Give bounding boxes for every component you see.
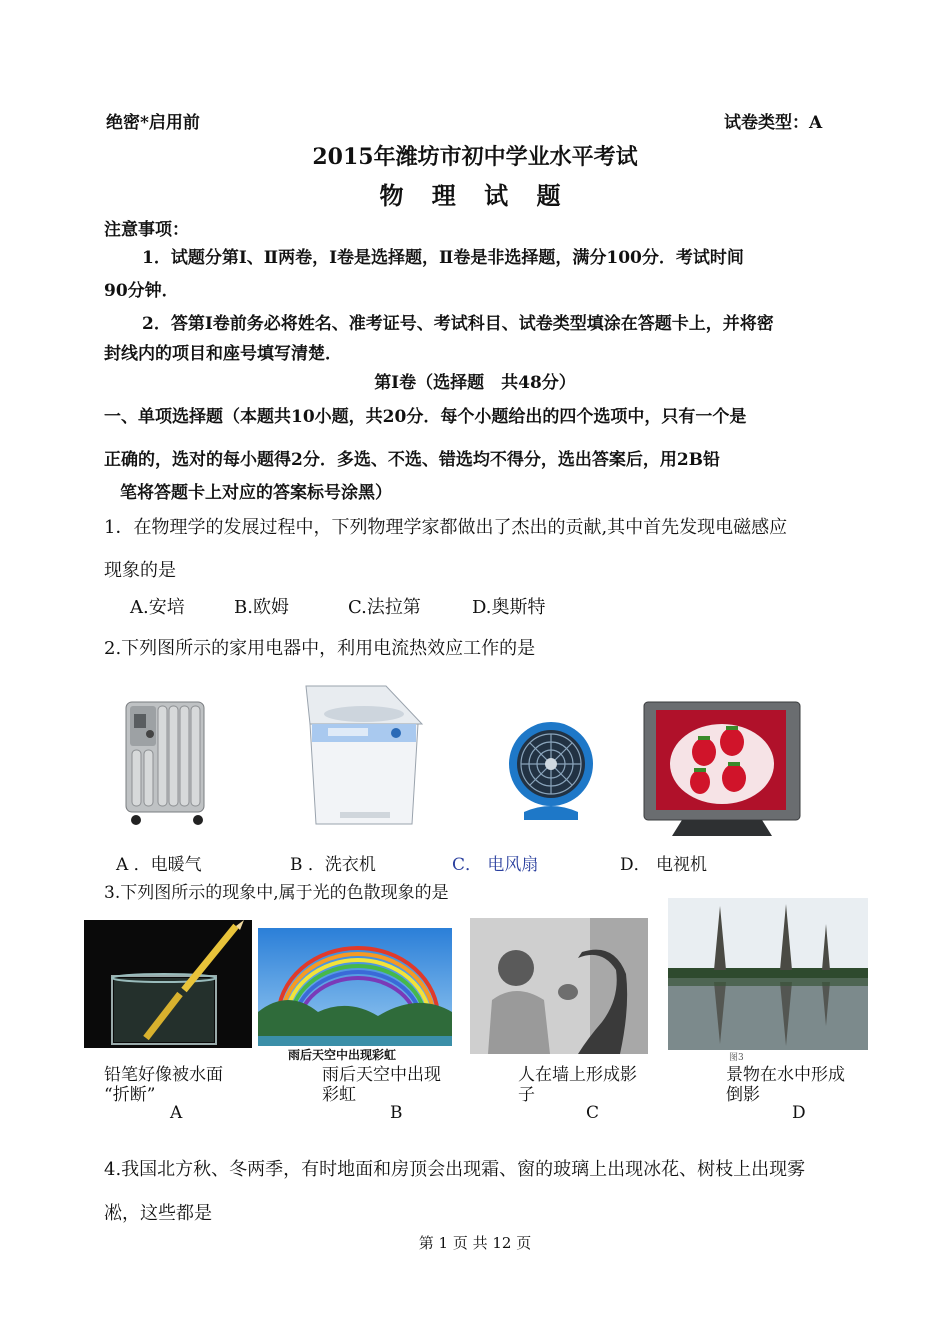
notice-heading: 注意事项： (104, 220, 189, 240)
q3-caption-a-line2: “折断” (104, 1085, 156, 1105)
q3-letter-b: B (390, 1103, 403, 1123)
header-paper-type: 试卷类型：A (724, 113, 823, 133)
q4-stem-cont: 凇，这些都是 (104, 1203, 212, 1224)
q2-option-a: A ．电暖气 (116, 855, 202, 875)
section1-line3: 笔将答题卡上对应的答案标号涂黑） (120, 483, 392, 503)
q1-stem: 1．在物理学的发展过程中，下列物理学家都做出了杰出的贡献,其中首先发现电磁感应 (104, 517, 788, 538)
rainbow-image (258, 928, 452, 1064)
q3-letter-d: D (792, 1103, 806, 1123)
electric-fan-image (506, 716, 596, 828)
notice-item-2: 2．答第Ⅰ卷前务必将姓名、准考证号、考试科目、试卷类型填涂在答题卡上，并将密 (142, 314, 774, 334)
q1-option-b: B.欧姆 (234, 597, 289, 618)
page-footer: 第 1 页 共 12 页 (418, 1234, 532, 1252)
section1-line2: 正确的，选对的每小题得2分．多选、不选、错选均不得分，选出答案后，用2B铅 (104, 450, 721, 470)
q1-option-c: C.法拉第 (348, 597, 421, 618)
washing-machine-image (300, 684, 428, 830)
q2-stem: 2.下列图所示的家用电器中，利用电流热效应工作的是 (104, 638, 536, 659)
figure-mark: 图3 (729, 1053, 744, 1063)
shadow-puppet-image (470, 918, 648, 1054)
q3-caption-d-line1: 景物在水中形成 (726, 1065, 845, 1085)
rainbow-image-label: 雨后天空中出现彩虹 (288, 1048, 397, 1062)
pencil-in-water-image (84, 920, 252, 1048)
q4-stem: 4.我国北方秋、冬两季，有时地面和房顶会出现霜、窗的玻璃上出现冰花、树枝上出现雾 (104, 1159, 806, 1180)
heater-image (120, 692, 212, 830)
part1-title: 第Ⅰ卷（选择题 共48分） (374, 373, 576, 393)
q3-stem: 3.下列图所示的现象中,属于光的色散现象的是 (104, 883, 449, 903)
television-image (642, 700, 802, 840)
q3-caption-c-line1: 人在墙上形成影 (518, 1065, 637, 1085)
q2-option-c: C． 电风扇 (452, 855, 539, 875)
q3-caption-a-line1: 铅笔好像被水面 (104, 1065, 223, 1085)
q3-caption-c-line2: 子 (518, 1085, 535, 1105)
notice-item-1: 1．试题分第Ⅰ、Ⅱ两卷，I卷是选择题，Ⅱ卷是非选择题，满分100分．考试时间 (142, 248, 744, 268)
section1-line1: 一、单项选择题（本题共10小题，共20分．每个小题给出的四个选项中，只有一个是 (104, 407, 747, 427)
q3-caption-d-line2: 倒影 (726, 1085, 760, 1105)
q3-letter-a: A (170, 1103, 183, 1123)
q1-stem-cont: 现象的是 (104, 560, 176, 581)
reflection-pagodas-image (668, 898, 868, 1050)
notice-item-1-cont: 90分钟． (104, 281, 179, 301)
exam-subtitle: 物 理 试 题 (379, 181, 571, 210)
header-confidential: 绝密*启用前 (106, 113, 200, 133)
q1-option-d: D.奥斯特 (472, 597, 546, 618)
q2-option-b: B ．洗衣机 (290, 855, 376, 875)
q3-letter-c: C (586, 1103, 600, 1123)
q1-option-a: A.安培 (130, 597, 185, 618)
notice-item-2-cont: 封线内的项目和座号填写清楚． (104, 344, 342, 364)
q3-caption-b-line2: 彩虹 (322, 1085, 356, 1105)
q2-option-d: D． 电视机 (620, 855, 708, 875)
exam-title: 2015年潍坊市初中学业水平考试 (312, 144, 638, 170)
q3-caption-b-line1: 雨后天空中出现 (322, 1065, 441, 1085)
